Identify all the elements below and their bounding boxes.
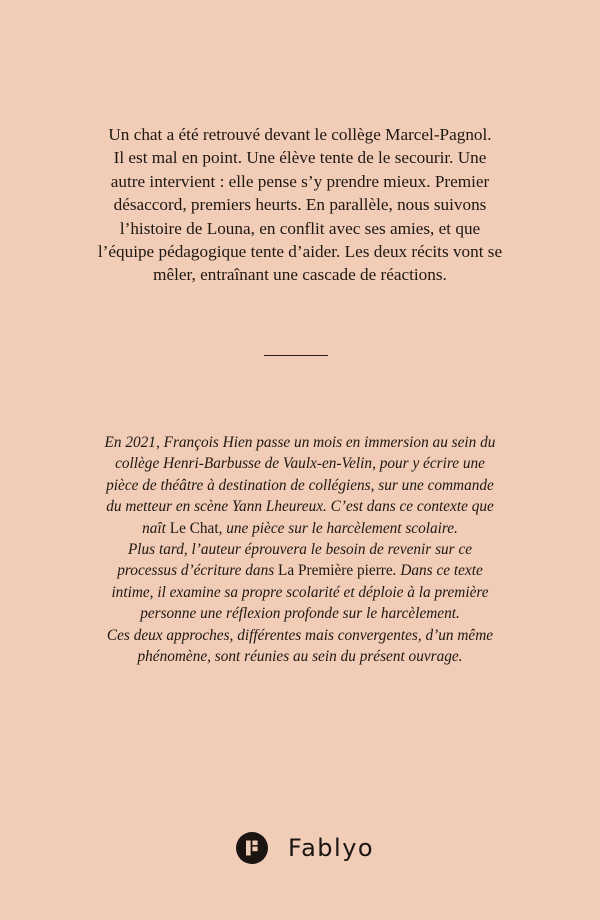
synopsis-line: Un chat a été retrouvé devant le collège Marcel-Pagnol.	[108, 125, 492, 144]
synopsis-line: mêler, entraînant une cascade de réactions.	[153, 265, 447, 285]
about-line	[70, 560, 530, 581]
about-paragraph	[70, 432, 530, 667]
publisher-name: Fablyo	[288, 834, 375, 862]
about-line: pièce de théâtre à destination de collégiens, sur une commande	[106, 476, 494, 494]
about-line: intime, il examine sa propre scolarité et déploie à la première	[111, 583, 489, 601]
synopsis-line: désaccord, premiers heurts. En parallèle, nous suivons	[113, 195, 487, 215]
about-text: , une pièce sur le harcèlement scolaire.	[218, 519, 458, 537]
synopsis-paragraph	[95, 123, 505, 287]
synopsis-line: l’histoire de Louna, en conflit avec ses amies, et que	[119, 218, 481, 238]
about-line: phénomène, sont réunies au sein du présent ouvrage.	[137, 648, 463, 666]
book-title-la-premiere-pierre: La Première pierre	[278, 562, 393, 580]
about-line: En 2021, François Hien passe un mois en immersion au sein du	[104, 434, 496, 451]
about-line	[70, 518, 530, 539]
book-title-le-chat: Le Chat	[169, 519, 219, 537]
about-line: collège Henri-Barbusse de Vaulx-en-Velin, pour y écrire une	[115, 455, 485, 473]
about-text: processus d’écriture dans	[117, 562, 279, 580]
section-divider	[264, 355, 328, 356]
publisher-brand	[236, 832, 374, 864]
about-line: du metteur en scène Yann Lheureux. C’est dans ce contexte que	[106, 498, 494, 516]
about-text: naît	[142, 519, 170, 537]
synopsis-line: l’équipe pédagogique tente d’aider. Les deux récits vont se	[97, 242, 503, 262]
about-line: Plus tard, l’auteur éprouvera le besoin de revenir sur ce	[127, 541, 473, 559]
synopsis-line: autre intervient : elle pense s’y prendre mieux. Premier	[110, 171, 490, 191]
fablyo-logo-icon	[236, 832, 268, 864]
about-line: personne une réflexion profonde sur le harcèlement.	[140, 605, 460, 623]
synopsis-line: Il est mal en point. Une élève tente de le secourir. Une	[113, 148, 487, 168]
about-text: . Dans ce texte	[392, 562, 483, 580]
about-line: Ces deux approches, différentes mais convergentes, d’un même	[106, 626, 494, 644]
